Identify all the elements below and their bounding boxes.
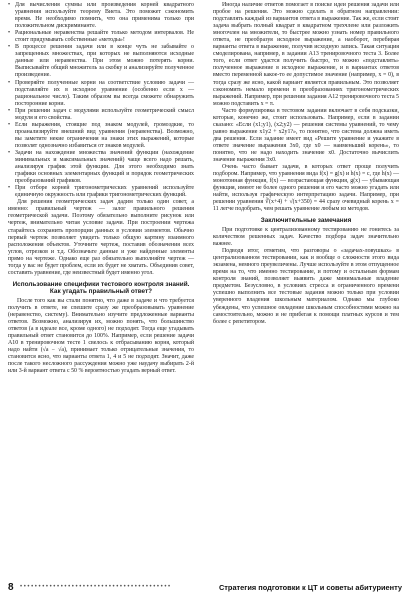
page-number: 8	[8, 582, 14, 593]
right-column	[213, 2, 399, 326]
left-column	[8, 2, 194, 376]
tips-list	[8, 2, 194, 199]
list-item: • При решении задач с модулями используйте геометрический смысл модуля и его свойства.	[8, 108, 194, 122]
section-heading: Использование специфики тестового контроля знаний. Как угадать правильный ответ?	[12, 280, 190, 296]
hints-paragraph: Часто формулировка в тестовом задании включает в себя подсказки, которые, конечно же, стоит использовать. Например, если в задании сказано: «Если (x1;y1), (x2;y2) — решения системы уравнений, то чему равно выражение x1y2 + x2y1?», то понятно, что система должна иметь два решения. Если задание имеет вид «Решите уравнение и укажите в ответе значение выражения 3x0, где x0 — наименьший корень», то понятно, что не надо находить значение x0. Достаточно вычислить значение выражения 3x0.	[213, 107, 399, 164]
section-heading: Заключительные замечания	[260, 217, 352, 225]
list-item: • Если выражения, стоящие под знаком модулей, громоздкие, то проанализируйте внешний вид уравнения (неравенства). Возможно, вы заметите некие ограничения на знаки этих выражений, которые позволят однозначно избавиться от знаков модулей.	[8, 122, 194, 150]
answer-options-paragraph: Иногда наличие ответов помогает в поиске идеи решения задачи или пробое на решения. Это можно сделать в обратном направлении: подставлять каждый из вариантов ответа в выражение. Так же, если стоит задача выбрать полный квадрат в квадратном трехчлене или разложить многочлен на множители, то быстрее можно узнать номер правильного ответа, не преобразуя исходное выражение, а наоборот, перебирая варианты ответа в выражение, получив исходную запись. Такая ситуация смоделирована, например, в задании A13 тренировочного теста 3. Более того, если ответ удастся получить быстро, то можно «подставлять» полученное выражение в исходное выражение, и в вариантах ответов вместо переменной какое-то ее допустимое значение (например, x = 0), в тогда сразу же ясно, какой вариант является правильным. Это позволяет сэкономить немало времени в преобразованиях тригонометрических выражений. Например, при решении задания A12 тренировочного теста 5 можно подставить x = π.	[213, 2, 399, 107]
selection-paragraph: Очень часто бывает задачи, в которых ответ проще получить подбором. Например, что уравнения вида f(x) = g(x) и h(x) = c, где h(x) — монотонная функция, f(x) — возрастающая функция, g(x) — убывающая функция, имеют не более одного решения и его часто можно угадать или найти, используя графическую интерпретацию задачи. Например, при решении уравнения ∛(x+4) + √(x+350) = 44 сразу очевидный корень x = 11 легче подобрать, чем решать уравнение любым из методов.	[213, 164, 399, 213]
dot-leader: •••••••••••••••••••••••••••••••••••••••••	[20, 584, 172, 590]
conclusion-paragraph: Подводя итог, отметим, что разговоры о «задачах-ловушках» в централизованном тестировании, как и вообще о сложности этого вида экзамена, немного преувеличены. Лучше используйте в этом отпущенное время на то, что именно тестирование, и потому и остальным формам контроля знаний, позволяет выявить даже минимальные владение предметом. Безусловно, в условиях стресса и ограниченного времени успешно выполнить все тестовые задания можно только при условии уверенного владения школьным материалом. Однако мы глубоко убеждены, что успешное овладение школьным способностями можно на самостоятельно, можно и не прибегая к помощи платных курсов и тем более с репетитором.	[213, 248, 399, 325]
list-item: • Задачи на нахождение множества значений функции (нахождение минимальных и максимальных значений) чаще всего надо решать, анализируя график этой функции. Для этого необходимо знать графики основных элементарных функций и порядок геометрических преобразований графиков.	[8, 150, 194, 185]
list-item: • Для вычисления суммы или произведения корней квадратного уравнения используйте теорему Виета. Это поможет сэкономить время. Не необходимо помнить, что она применима только при положительном дискриминанте.	[8, 2, 194, 30]
list-item: • При отборе корней тригонометрических уравнений используйте единичную окружность или графики тригонометрических функций.	[8, 185, 194, 199]
list-item: • В процессе решения задачи или в конце чуть не забывайте о запрещенных множествах, при которых не выполняются исходные данные или неравенства. При этом можно потерять корни. Выписывайте общий множитель за скобку и анализируйте полученное произведение.	[8, 44, 194, 79]
guess-answer-paragraph: После того как вы стали понятно, что даже в задаче и что требуется получить в ответе, не спешите сразу же преобразовывать уравнение (неравенство, систему). Внимательно изучите предложенные варианты ответов. Возможно, анализируя их, можно понять, что большинство ответов (а в идеале все, кроме одного) не подходят. Тогда еще угадывать правильный ответ становится до 100%. Например, если решение задачи A10 в тренировочном тесте 1 свелось к отбрасыванию корня, который надо найти (√a − √a), принимает только отрицательные значения, то становится ясно, что варианты ответа 1, 4 и 5 не подходят. Значит, даже после такого несложного рассуждения можно уже наудачу выбирать 2-й или 3-й вариант ответа с 50 % вероятностью угадать верный ответ.	[8, 298, 194, 375]
quality-paragraph: При подготовке к централизованному тестированию не гонитесь за количеством решенных задач. Качество подбора задач значительно важнее.	[213, 227, 399, 248]
running-title: Стратегия подготовки к ЦТ и советы абитуриенту	[218, 583, 402, 592]
geometry-paragraph: Для решения геометрических задач дадим только один совет, а именно: правильный чертеж — залог правильного решения геометрической задачи. Поэтому обязательно выполните рисунок или чертеж, внимательно читая условие задачи. При построении чертежа старайтесь сохранить пропорции данных в условии элементов. Обычно первый чертеж позволяет увидеть только общую картину взаимного расположения объектов. Уточните чертеж, поставив обозначения всех углов, отрезков и т.д. Обозначьте данные и уже найденные элементы прямо на чертеже. Однако еще раз обязательно выполняйте чертеж — тогда у вас не будет проблем, если их будет не хватать. Объединив совет, составить уравнение, где неизвестный будет именно угол.	[8, 199, 194, 276]
page-footer	[0, 580, 408, 596]
list-item: • Проверяйте полученные корни на соответствие условию задачи — подставляйте их в исходное уравнение (особенно если x — рациональное число). Таким образом вы всегда сможете обнаружить посторонние корни.	[8, 80, 194, 108]
list-item: • Рациональные неравенства решайте только методом интервалов. Не стоит придумывать собственные «методы»!	[8, 30, 194, 44]
